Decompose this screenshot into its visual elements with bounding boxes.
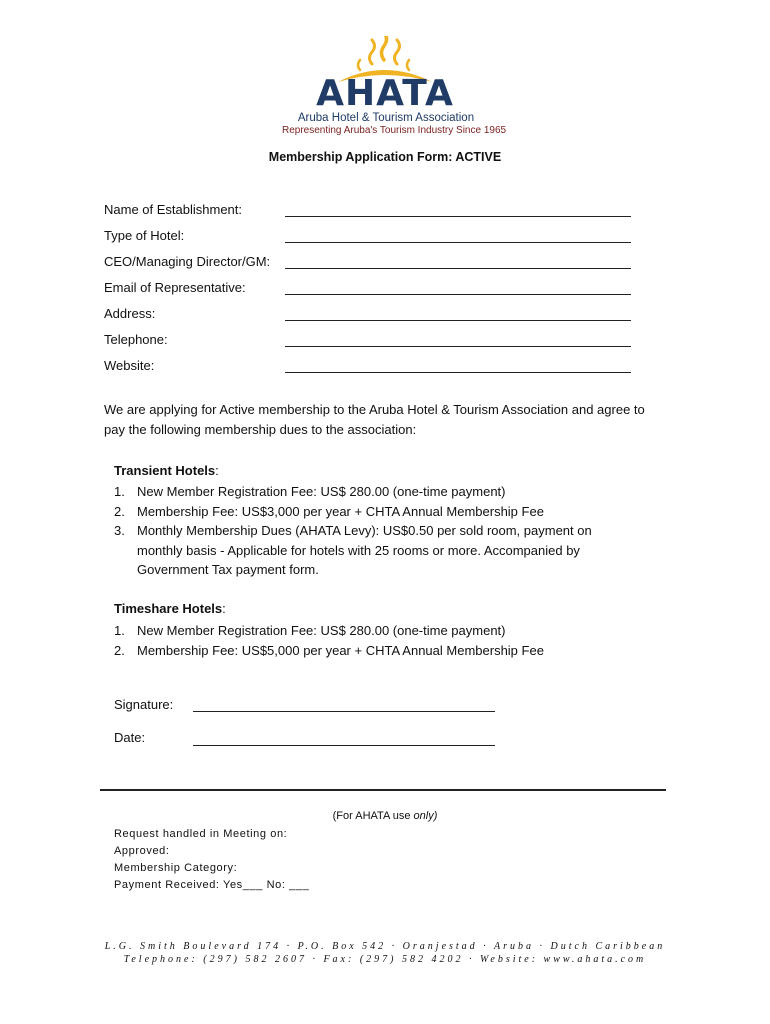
section-divider (100, 789, 666, 791)
field-label-website: Website: (104, 358, 155, 373)
list-text: Membership Fee: US$3,000 per year + CHTA Annual Membership Fee (137, 503, 544, 519)
field-label-hotel-type: Type of Hotel: (104, 228, 185, 243)
field-label-telephone: Telephone: (104, 332, 168, 347)
transient-heading-text: Transient Hotels (114, 463, 216, 478)
list-item (114, 621, 634, 641)
list-number: 2. (114, 642, 125, 658)
office-use-list (114, 826, 309, 894)
list-number: 1. (114, 484, 125, 499)
field-line-website[interactable] (285, 372, 631, 373)
office-use-line: Payment Received: Yes___ No: ___ (114, 879, 310, 891)
timeshare-heading (114, 600, 226, 618)
office-use-emphasis: only) (413, 810, 438, 822)
date-label: Date: (114, 730, 146, 745)
list-number: 1. (114, 623, 125, 638)
list-text: Monthly Membership Dues (AHATA Levy): US$0.50 per sold room, payment on monthly basis - Applicable for hotels with 25 rooms or more. Accompanied by Government Tax payment form. (137, 523, 592, 577)
office-use-line: Request handled in Meeting on: (114, 828, 288, 840)
timeshare-list (114, 621, 634, 660)
office-use-heading (0, 810, 770, 822)
intro-paragraph: We are applying for Active membership to the Aruba Hotel & Tourism Association and agree to pay the following membership dues to the association: (104, 402, 645, 437)
list-text: Membership Fee: US$5,000 per year + CHTA Annual Membership Fee (137, 642, 544, 658)
office-use-line: Approved: (114, 845, 170, 857)
transient-list (114, 482, 634, 580)
office-use-prefix: (For AHATA use (332, 810, 414, 822)
footer-contact: Telephone: (297) 582 2607 · Fax: (297) 582 4202 · Website: www.ahata.com (123, 954, 647, 965)
list-item (114, 641, 634, 661)
list-item (114, 521, 634, 580)
list-item (114, 482, 634, 502)
list-text: New Member Registration Fee: US$ 280.00 (one-time payment) (137, 623, 506, 638)
logo-tagline: Representing Aruba's Tourism Industry Since 1965 (282, 125, 507, 136)
field-line-ceo[interactable] (285, 268, 631, 269)
field-line-telephone[interactable] (285, 346, 631, 347)
form-title: Membership Application Form: ACTIVE (268, 150, 502, 164)
logo-association-name: Aruba Hotel & Tourism Association (297, 112, 475, 124)
field-line-email[interactable] (285, 294, 631, 295)
office-use-line: Membership Category: (114, 862, 238, 874)
date-line[interactable] (193, 745, 495, 746)
field-line-establishment[interactable] (285, 216, 631, 217)
transient-heading-colon: : (215, 463, 219, 478)
field-label-email: Email of Representative: (104, 280, 246, 295)
logo-brand-text: AHATA (316, 73, 454, 114)
list-item (114, 502, 634, 522)
list-text: New Member Registration Fee: US$ 280.00 (one-time payment) (137, 484, 506, 499)
ahata-logo (280, 36, 507, 140)
field-label-establishment: Name of Establishment: (104, 202, 243, 217)
field-label-ceo: CEO/Managing Director/GM: (104, 254, 271, 269)
timeshare-heading-colon: : (222, 601, 226, 616)
list-number: 3. (114, 523, 125, 538)
transient-heading (114, 462, 219, 480)
field-line-address[interactable] (285, 320, 631, 321)
field-label-address: Address: (104, 306, 156, 321)
timeshare-heading-text: Timeshare Hotels (114, 601, 223, 616)
footer-address: L.G. Smith Boulevard 174 · P.O. Box 542 · Oranjestad · Aruba · Dutch Caribbean (104, 941, 666, 952)
signature-label: Signature: (114, 697, 174, 712)
list-number: 2. (114, 503, 125, 519)
field-line-hotel-type[interactable] (285, 242, 631, 243)
signature-line[interactable] (193, 711, 495, 712)
